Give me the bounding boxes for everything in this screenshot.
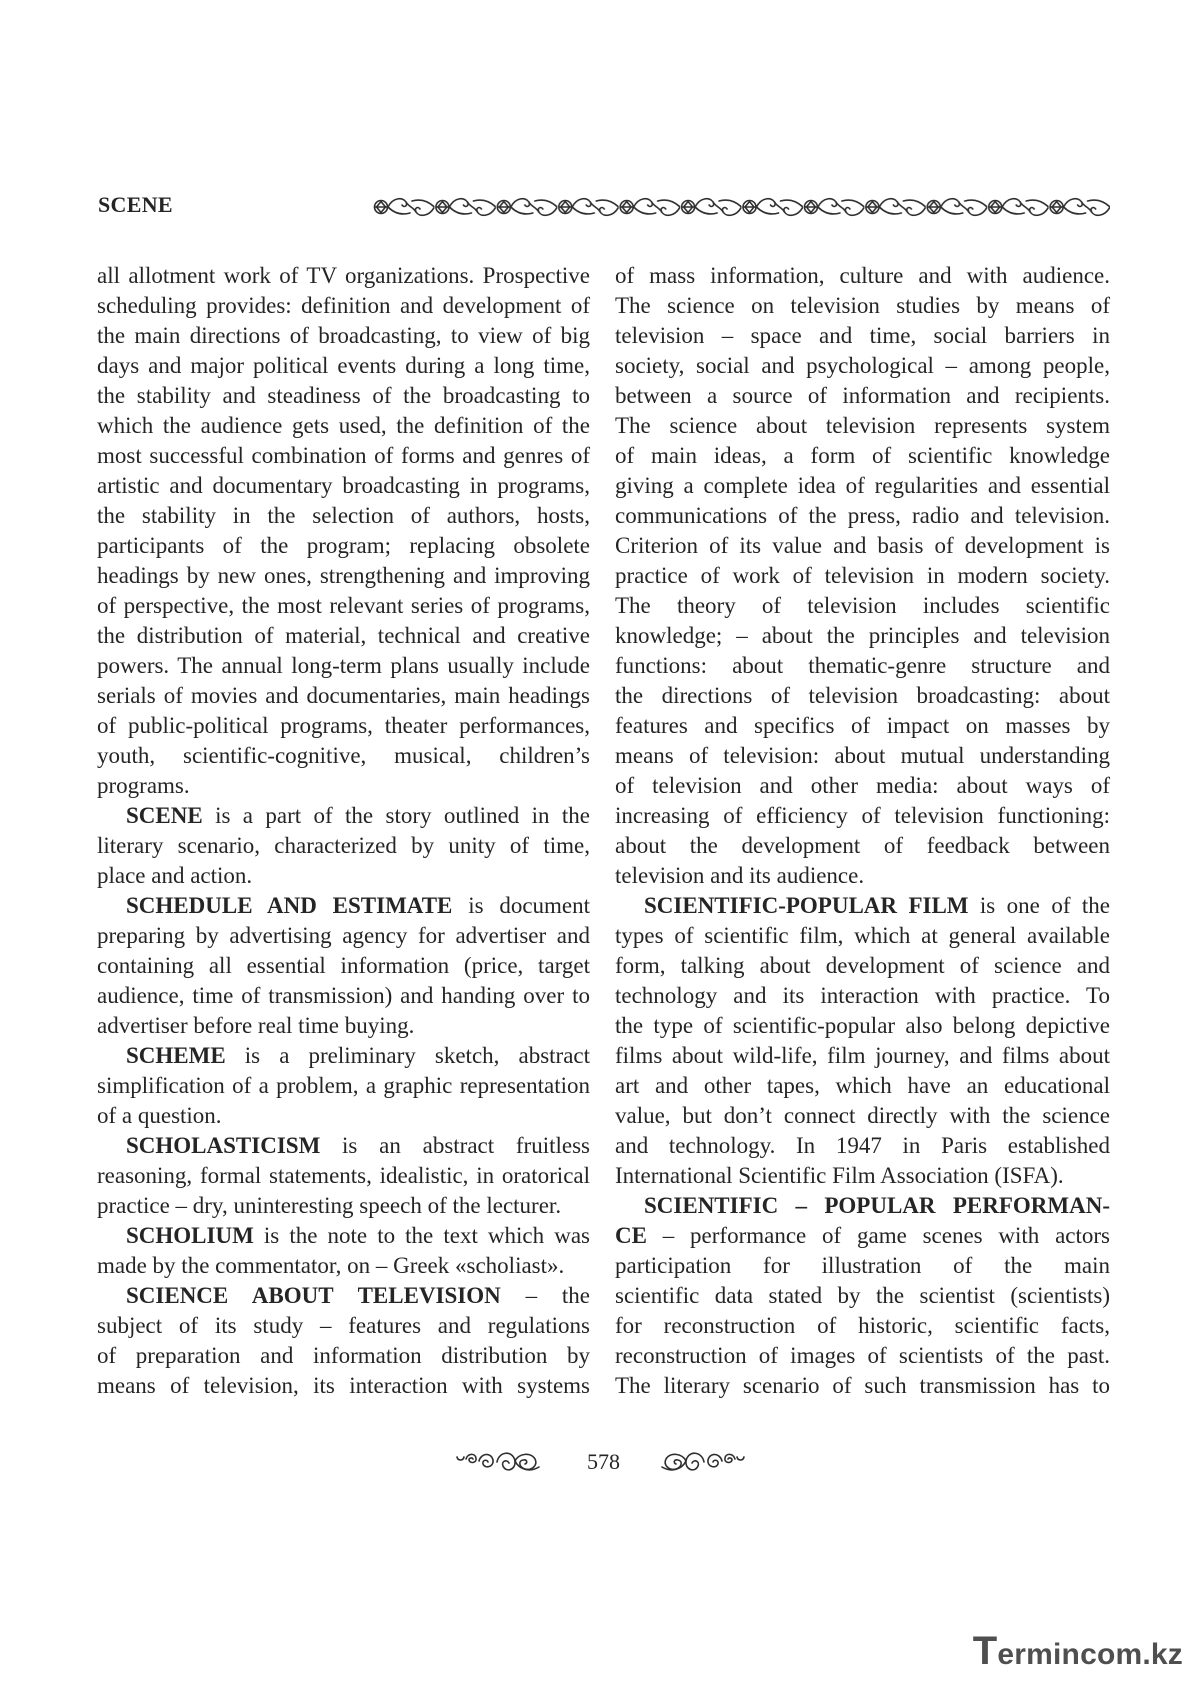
text-line bbox=[615, 951, 1110, 981]
entry-text: television – space and time, social barriers in bbox=[615, 323, 1110, 348]
text-line bbox=[615, 411, 1110, 441]
dictionary-entry bbox=[97, 1131, 590, 1221]
text-line bbox=[615, 561, 1110, 591]
text-line bbox=[615, 381, 1110, 411]
text-line bbox=[615, 291, 1110, 321]
entry-text: the main directions of broadcasting, to view of big bbox=[97, 323, 590, 348]
entry-text: reasoning, formal statements, idealistic, in oratorical bbox=[97, 1163, 590, 1188]
text-line bbox=[97, 981, 590, 1011]
text-line bbox=[97, 1191, 590, 1221]
text-line bbox=[97, 861, 590, 891]
text-line bbox=[97, 1251, 590, 1281]
entry-text: and technology. In 1947 in Paris established bbox=[615, 1133, 1110, 1158]
entry-text: artistic and documentary broadcasting in programs, bbox=[97, 473, 590, 498]
text-line bbox=[615, 501, 1110, 531]
left-column bbox=[97, 261, 590, 1401]
text-line bbox=[615, 741, 1110, 771]
text-line bbox=[615, 891, 1110, 921]
text-line bbox=[615, 1011, 1110, 1041]
entry-text: about the development of feedback between bbox=[615, 833, 1110, 858]
text-line bbox=[97, 801, 590, 831]
right-column bbox=[615, 261, 1110, 1401]
entry-text: the directions of television broadcasting: about bbox=[615, 683, 1110, 708]
entry-text: participation for illustration of the main bbox=[615, 1253, 1110, 1278]
entry-text: International Scientific Film Association (ISFA). bbox=[615, 1163, 1064, 1188]
dictionary-entry bbox=[97, 1221, 590, 1281]
text-line bbox=[97, 471, 590, 501]
entry-term: SCIENCE ABOUT TELEVISION bbox=[126, 1283, 501, 1308]
entry-term: SCENE bbox=[126, 803, 203, 828]
text-line bbox=[615, 1251, 1110, 1281]
entry-term: SCIENTIFIC – POPULAR PERFORMAN- bbox=[644, 1193, 1110, 1218]
entry-text: means of television: about mutual understanding bbox=[615, 743, 1110, 768]
entry-text: containing all essential information (price, target bbox=[97, 953, 590, 978]
page-number: 578 bbox=[587, 1449, 620, 1474]
text-line bbox=[615, 591, 1110, 621]
text-line bbox=[615, 681, 1110, 711]
entry-text: communications of the press, radio and television. bbox=[615, 503, 1110, 528]
entry-text: advertiser before real time buying. bbox=[97, 1013, 415, 1038]
entry-text: all allotment work of TV organizations. Prospective bbox=[97, 263, 590, 288]
text-line bbox=[615, 801, 1110, 831]
text-line bbox=[97, 681, 590, 711]
footer-ornament-right-icon bbox=[660, 1449, 746, 1475]
text-line bbox=[97, 1101, 590, 1131]
dictionary-entry bbox=[97, 1281, 590, 1401]
entry-text: the stability and steadiness of the broadcasting to bbox=[97, 383, 590, 408]
entry-text: programs. bbox=[97, 773, 190, 798]
text-line bbox=[97, 1071, 590, 1101]
entry-text: which the audience gets used, the definition of the bbox=[97, 413, 590, 438]
entry-text: art and other tapes, which have an educational bbox=[615, 1073, 1110, 1098]
text-line bbox=[615, 1341, 1110, 1371]
entry-text: of a question. bbox=[97, 1103, 222, 1128]
text-line bbox=[97, 891, 590, 921]
entry-text: youth, scientific-cognitive, musical, children’s bbox=[97, 743, 590, 768]
text-line bbox=[615, 711, 1110, 741]
text-line bbox=[615, 1071, 1110, 1101]
entry-text: simplification of a problem, a graphic representation bbox=[97, 1073, 590, 1098]
entry-text: The literary scenario of such transmission has to bbox=[615, 1373, 1110, 1398]
text-line bbox=[97, 381, 590, 411]
entry-text: of preparation and information distribution by bbox=[97, 1343, 590, 1368]
entry-text: participants of the program; replacing obsolete bbox=[97, 533, 590, 558]
entry-text: of public-political programs, theater performances, bbox=[97, 713, 590, 738]
text-line bbox=[97, 1341, 590, 1371]
text-line bbox=[97, 831, 590, 861]
text-line bbox=[97, 1371, 590, 1401]
text-line bbox=[615, 981, 1110, 1011]
text-line bbox=[615, 351, 1110, 381]
entry-text: reconstruction of images of scientists of the past. bbox=[615, 1343, 1110, 1368]
text-line bbox=[97, 1221, 590, 1251]
entry-text: audience, time of transmission) and handing over to bbox=[97, 983, 590, 1008]
text-line bbox=[615, 1281, 1110, 1311]
entry-term: CE bbox=[615, 1223, 647, 1248]
text-line bbox=[615, 831, 1110, 861]
entry-text: is a part of the story outlined in the bbox=[215, 803, 590, 828]
entry-text: technology and its interaction with practice. To bbox=[615, 983, 1110, 1008]
text-line bbox=[97, 1011, 590, 1041]
entry-text: powers. The annual long-term plans usually include bbox=[97, 653, 590, 678]
entry-text: The theory of television includes scientific bbox=[615, 593, 1110, 618]
entry-text: functions: about thematic-genre structure and bbox=[615, 653, 1110, 678]
entry-text: is the note to the text which was bbox=[263, 1223, 590, 1248]
text-line bbox=[97, 651, 590, 681]
text-line bbox=[97, 291, 590, 321]
text-line bbox=[615, 861, 1110, 891]
text-line bbox=[615, 261, 1110, 291]
entry-text: practice of work of television in modern society. bbox=[615, 563, 1110, 588]
entry-text: society, social and psychological – among people, bbox=[615, 353, 1110, 378]
entry-text: is one of the bbox=[979, 893, 1110, 918]
text-line bbox=[615, 1371, 1110, 1401]
entry-text: increasing of efficiency of television functioning: bbox=[615, 803, 1110, 828]
entry-text: days and major political events during a long time, bbox=[97, 353, 590, 378]
text-line bbox=[615, 651, 1110, 681]
text-line bbox=[97, 261, 590, 291]
text-line bbox=[97, 1161, 590, 1191]
entry-text: the distribution of material, technical and creative bbox=[97, 623, 590, 648]
text-line bbox=[97, 441, 590, 471]
entry-text: practice – dry, uninteresting speech of the lecturer. bbox=[97, 1193, 562, 1218]
text-line bbox=[97, 411, 590, 441]
text-line bbox=[615, 441, 1110, 471]
text-line bbox=[615, 1041, 1110, 1071]
text-line bbox=[97, 711, 590, 741]
entry-text: means of television, its interaction with systems bbox=[97, 1373, 590, 1398]
text-line bbox=[97, 771, 590, 801]
entry-text: the stability in the selection of authors, hosts, bbox=[97, 503, 590, 528]
continued-paragraph bbox=[97, 261, 590, 801]
running-head: SCENE bbox=[98, 192, 173, 217]
text-line bbox=[97, 951, 590, 981]
text-line bbox=[97, 1131, 590, 1161]
entry-text: films about wild-life, film journey, and films about bbox=[615, 1043, 1110, 1068]
text-line bbox=[615, 621, 1110, 651]
text-line bbox=[615, 1191, 1110, 1221]
entry-text: is a preliminary sketch, abstract bbox=[244, 1043, 590, 1068]
entry-text: types of scientific film, which at general available bbox=[615, 923, 1110, 948]
entry-text: value, but don’t connect directly with the science bbox=[615, 1103, 1110, 1128]
text-line bbox=[97, 321, 590, 351]
entry-text: headings by new ones, strengthening and improving bbox=[97, 563, 590, 588]
entry-text: is an abstract fruitless bbox=[342, 1133, 590, 1158]
dictionary-entry bbox=[97, 1041, 590, 1131]
text-line bbox=[615, 471, 1110, 501]
entry-term: SCHEDULE AND ESTIMATE bbox=[126, 893, 453, 918]
entry-text: subject of its study – features and regulations bbox=[97, 1313, 590, 1338]
entry-text: The science about television represents system bbox=[615, 413, 1110, 438]
entry-text: knowledge; – about the principles and television bbox=[615, 623, 1110, 648]
entry-term: SCIENTIFIC-POPULAR FILM bbox=[644, 893, 969, 918]
entry-text: is document bbox=[468, 893, 591, 918]
dictionary-entry bbox=[615, 1191, 1110, 1401]
text-line bbox=[97, 351, 590, 381]
site-logo bbox=[973, 1630, 1183, 1672]
text-line bbox=[615, 1221, 1110, 1251]
entry-text: – performance of game scenes with actors bbox=[662, 1223, 1110, 1248]
text-line bbox=[97, 741, 590, 771]
text-line bbox=[97, 1281, 590, 1311]
entry-text: of perspective, the most relevant series of programs, bbox=[97, 593, 590, 618]
text-line bbox=[97, 501, 590, 531]
footer-ornament-left-icon bbox=[455, 1449, 541, 1475]
text-line bbox=[615, 1131, 1110, 1161]
entry-text: features and specifics of impact on masses by bbox=[615, 713, 1110, 738]
text-line bbox=[615, 1161, 1110, 1191]
text-line bbox=[615, 1311, 1110, 1341]
text-line bbox=[97, 621, 590, 651]
entry-text: literary scenario, characterized by unity of time, bbox=[97, 833, 590, 858]
entry-text: television and its audience. bbox=[615, 863, 865, 888]
text-line bbox=[97, 921, 590, 951]
text-line bbox=[615, 321, 1110, 351]
entry-text: preparing by advertising agency for advertiser and bbox=[97, 923, 590, 948]
text-line bbox=[615, 921, 1110, 951]
entry-text: made by the commentator, on – Greek «scholiast». bbox=[97, 1253, 565, 1278]
entry-text: between a source of information and recipients. bbox=[615, 383, 1110, 408]
entry-text: scientific data stated by the scientist (scientists) bbox=[615, 1283, 1110, 1308]
text-line bbox=[97, 1041, 590, 1071]
entry-text: of main ideas, a form of scientific knowledge bbox=[615, 443, 1110, 468]
text-line bbox=[97, 531, 590, 561]
continued-paragraph bbox=[615, 261, 1110, 891]
text-line bbox=[97, 591, 590, 621]
entry-text: The science on television studies by means of bbox=[615, 293, 1110, 318]
entry-term: SCHOLASTICISM bbox=[126, 1133, 321, 1158]
entry-text: serials of movies and documentaries, main headings bbox=[97, 683, 590, 708]
entry-text: form, talking about development of science and bbox=[615, 953, 1110, 978]
dictionary-entry bbox=[97, 801, 590, 891]
entry-text: Criterion of its value and basis of development is bbox=[615, 533, 1110, 558]
text-line bbox=[97, 561, 590, 591]
entry-text: most successful combination of forms and genres of bbox=[97, 443, 590, 468]
header-ornament-icon bbox=[373, 192, 1110, 222]
entry-text: of television and other media: about ways of bbox=[615, 773, 1110, 798]
entry-text: of mass information, culture and with audience. bbox=[615, 263, 1110, 288]
site-logo-text: Termincom.kz bbox=[972, 1629, 1183, 1673]
entry-text: giving a complete idea of regularities and essential bbox=[615, 473, 1110, 498]
entry-text: for reconstruction of historic, scientific facts, bbox=[615, 1313, 1110, 1338]
entry-term: SCHEME bbox=[126, 1043, 226, 1068]
entry-term: SCHOLIUM bbox=[126, 1223, 254, 1248]
entry-text: place and action. bbox=[97, 863, 253, 888]
entry-text: the type of scientific-popular also belong depictive bbox=[615, 1013, 1110, 1038]
entry-text: scheduling provides: definition and development of bbox=[97, 293, 590, 318]
text-line bbox=[615, 771, 1110, 801]
dictionary-entry bbox=[615, 891, 1110, 1191]
dictionary-entry bbox=[97, 891, 590, 1041]
text-line bbox=[97, 1311, 590, 1341]
text-line bbox=[615, 531, 1110, 561]
entry-text: – the bbox=[525, 1283, 590, 1308]
text-line bbox=[615, 1101, 1110, 1131]
